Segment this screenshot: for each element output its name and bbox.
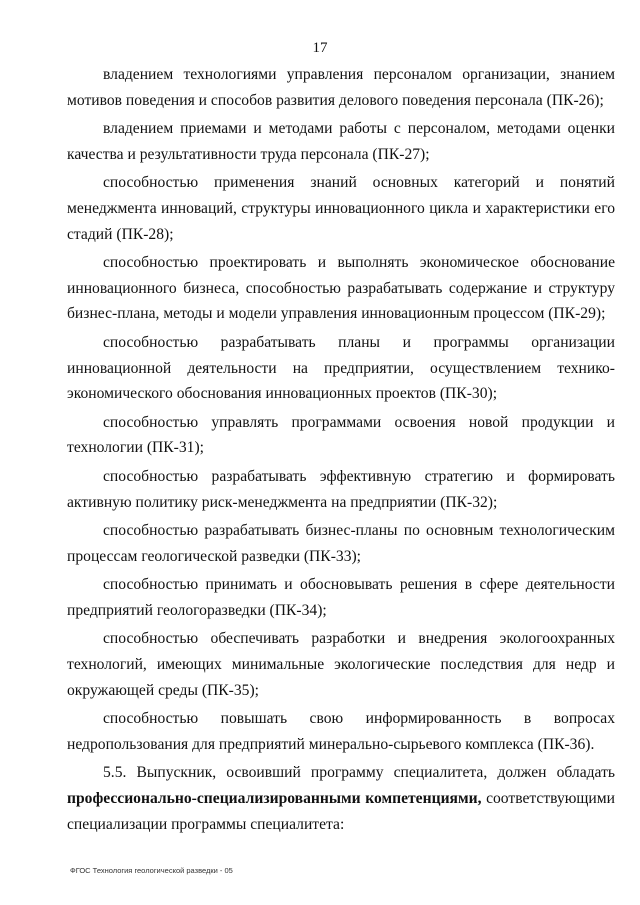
paragraph-pk33: способностью разрабатывать бизнес-планы по основным технологическим процессам геологической разведки (ПК-33);	[67, 522, 615, 565]
paragraph-pk31: способностью управлять программами освоения новой продукции и технологии (ПК-31);	[67, 413, 615, 457]
section-5-5-intro: 5.5. Выпускник, освоивший программу специалитета, должен обладать	[103, 764, 615, 782]
body-text	[67, 62, 615, 840]
paragraph-pk26: владением технологиями управления персоналом организации, знанием мотивов поведения и способов развития делового поведения персонала (ПК-26);	[67, 66, 615, 109]
paragraph-pk32: способностью разрабатывать эффективную стратегию и формировать активную политику риск-менеджмента на предприятии (ПК-32);	[67, 467, 615, 511]
paragraph-pk29: способностью проектировать и выполнять экономическое обоснование инновационного бизнеса, способностью разрабатывать содержание и структуру бизнес-плана, методы и модели управления инновационным процессом (ПК-29);	[67, 254, 615, 323]
page-footer: ФГОС Технология геологической разведки - 05	[70, 866, 233, 875]
paragraph-pk34: способностью принимать и обосновывать решения в сфере деятельности предприятий геологоразведки (ПК-34);	[67, 576, 615, 619]
paragraph-pk28: способностью применения знаний основных категорий и понятий менеджмента инноваций, структуры инновационного цикла и характеристики его стадий (ПК-28);	[67, 174, 615, 243]
section-5-5-ending: соответствующими специализации программы специалитета:	[67, 790, 615, 833]
paragraph-pk35: способностью обеспечивать разработки и внедрения экологоохранных технологий, имеющих минимальные экологические последствия для недр и окружающей среды (ПК-35);	[67, 630, 615, 699]
page-number: 17	[312, 40, 328, 56]
paragraph-pk36: способностью повышать свою информированность в вопросах недропользования для предприятий минерально-сырьевого комплекса (ПК-36).	[67, 710, 615, 753]
paragraph-pk27: владением приемами и методами работы с персоналом, методами оценки качества и результативности труда персонала (ПК-27);	[67, 120, 615, 163]
paragraph-section-5-5	[67, 760, 615, 837]
paragraph-pk30: способностью разрабатывать планы и программы организации инновационной деятельности на предприятии, осуществлением технико-экономического обоснования инновационных проектов (ПК-30);	[67, 333, 615, 403]
section-5-5-bold-term: профессионально-специализированными компетенциями,	[67, 790, 482, 808]
